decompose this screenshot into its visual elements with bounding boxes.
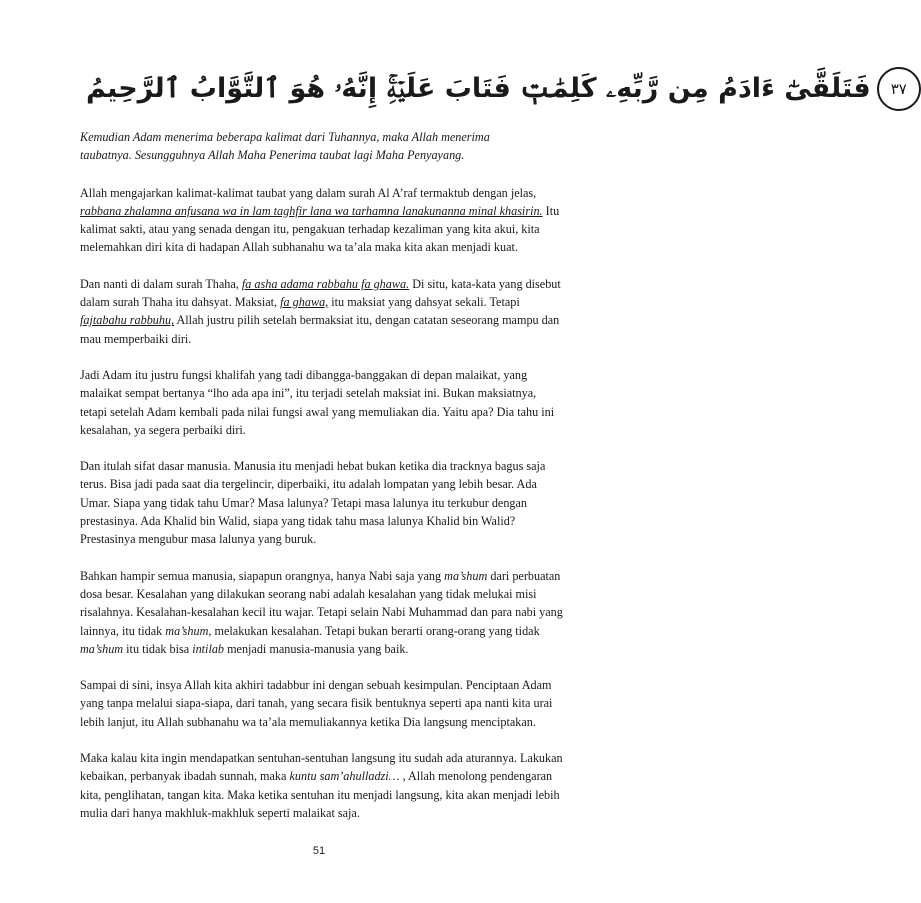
paragraph-2-quote-1: fa asha adama rabbahu fa ghawa.: [241, 276, 410, 291]
paragraph-7-text-c: , Allah menolong pendengaran kita, penglihatan, tangan kita. Maka ketika sentuhan itu menjadi langsung, kita akan menjadi lebih mulia dari hanya makhluk-makhluk seperti malaikat saja.: [80, 769, 560, 820]
verse-number-marker: ٣٧: [877, 67, 921, 111]
paragraph-7-quote: kuntu sam’ahulladzi…: [289, 769, 400, 784]
verse-arabic-text: فَتَلَقَّىٰٓ ءَادَمُ مِن رَّبِّهِۦ كَلِمَٰتٖ فَتَابَ عَلَيۡهِۚ إِنَّهُۥ هُوَ ٱلتَّوَّابُ ٱلرَّحِيمُ: [86, 73, 871, 104]
paragraph-2: [80, 275, 564, 348]
paragraph-2-text-a: Dan nanti di dalam surah Thaha,: [80, 276, 242, 291]
paragraph-5-text-e: melakukan kesalahan. Tetapi bukan berarti orang-orang yang tidak: [211, 623, 540, 638]
paragraph-2-quote-2: fa ghawa,: [280, 295, 329, 310]
paragraph-5-text-i: menjadi manusia-manusia yang baik.: [224, 641, 409, 656]
paragraph-1-text-c: Itu kalimat sakti, atau yang senada dengan itu, pengakuan terhadap kezaliman yang kita akui, kita melemahkan diri kita di hadapan Allah subhanahu wa ta’ala maka kita akan menjadi kuat.: [80, 203, 560, 255]
paragraph-7: [80, 749, 564, 822]
paragraph-5-text-a: Bahkan hampir semua manusia, siapapun orangnya, hanya Nabi saja yang: [80, 568, 445, 583]
paragraph-6: Sampai di sini, insya Allah kita akhiri tadabbur ini dengan sebuah kesimpulan. Penciptaan Adam yang tanpa melalui siapa-siapa, dari tanah, yang secara fisik bentuknya seperti apa nanti kita urai lebih lanjut, itu Allah subhanahu wa ta’ala memuliakannya ketika Dia langsung menciptakan.: [80, 678, 553, 729]
paragraph-3: Jadi Adam itu justru fungsi khalifah yang tadi dibangga-banggakan di depan malaikat, yang malaikat sempat bertanya “lho ada apa ini”, itu terjadi setelah maksiat ini. Bukan maksiatnya, tetapi setelah Adam kembali pada nilai fungsi awal yang memuliakan dia. Yaitu apa? Dia tahu ini kesalahan, ya segera perbaiki diri.: [80, 367, 555, 437]
paragraph-5-text-c: dari perbuatan dosa besar. Kesalahan yang dilakukan seorang nabi adalah kesalahan yang tidak melukai misi risalahnya. Kesalahan-kesalahan kecil itu wajar. Tetapi selain Nabi Muhammad dan para nabi yang lainnya, itu tidak: [80, 568, 563, 638]
translation-line-1: Kemudian Adam menerima beberapa kalimat dari Tuhannya, maka Allah menerima: [80, 130, 490, 144]
paragraph-1-dua: rabbana zhalamna anfusana wa in lam taghfir lana wa tarhamna lanakunanna minal khasirin.: [80, 203, 543, 218]
paragraph-2-quote-3: fajtabahu rabbuhu,: [80, 313, 175, 328]
page-body: [80, 128, 564, 840]
translation-line-2: taubatnya. Sesungguhnya Allah Maha Penerima taubat lagi Maha Penyayang.: [80, 148, 465, 163]
paragraph-5-term-3: ma’shum: [80, 641, 124, 656]
paragraph-5-term-4: intilab: [192, 641, 225, 656]
page-number: 51: [312, 845, 326, 857]
paragraph-5-term-1: ma’shum: [444, 568, 488, 583]
paragraph-5-text-g: itu tidak bisa: [123, 641, 193, 656]
paragraph-5-term-2: ma’shum,: [165, 623, 212, 638]
verse-translation: [80, 128, 564, 165]
quran-verse: [80, 60, 907, 118]
paragraph-2-text-c: Di situ, kata-kata yang disebut dalam surah Thaha itu dahsyat. Maksiat,: [80, 276, 561, 310]
paragraph-1-text-a: Allah mengajarkan kalimat-kalimat taubat yang dalam surah Al A’raf termaktub dengan jelas,: [80, 185, 537, 200]
paragraph-2-text-e: itu maksiat yang dahsyat sekali. Tetapi: [328, 295, 520, 310]
paragraph-4: Dan itulah sifat dasar manusia. Manusia itu menjadi hebat bukan ketika dia tracknya bagus saja terus. Bisa jadi pada saat dia tergelincir, diperbaiki, itu adalah lompatan yang lebih besar. Ada Umar. Siapa yang tidak tahu Umar? Masa lalunya? Tetapi masa lalunya itu terkubur dengan prestasinya. Ada Khalid bin Walid, siapa yang tidak tahu masa lalunya Khalid bin Walid? Prestasinya mengubur masa lalunya yang buruk.: [80, 459, 546, 547]
paragraph-1: [80, 184, 564, 257]
paragraph-7-text-a: Maka kalau kita ingin mendapatkan sentuhan-sentuhan langsung itu sudah ada aturannya. Lakukan kebaikan, perbanyak ibadah sunnah, maka: [80, 751, 563, 784]
paragraph-5: [80, 567, 564, 658]
paragraph-2-text-g: Allah justru pilih setelah bermaksiat itu, dengan catatan seseorang mampu dan mau memperbaiki diri.: [80, 313, 560, 346]
